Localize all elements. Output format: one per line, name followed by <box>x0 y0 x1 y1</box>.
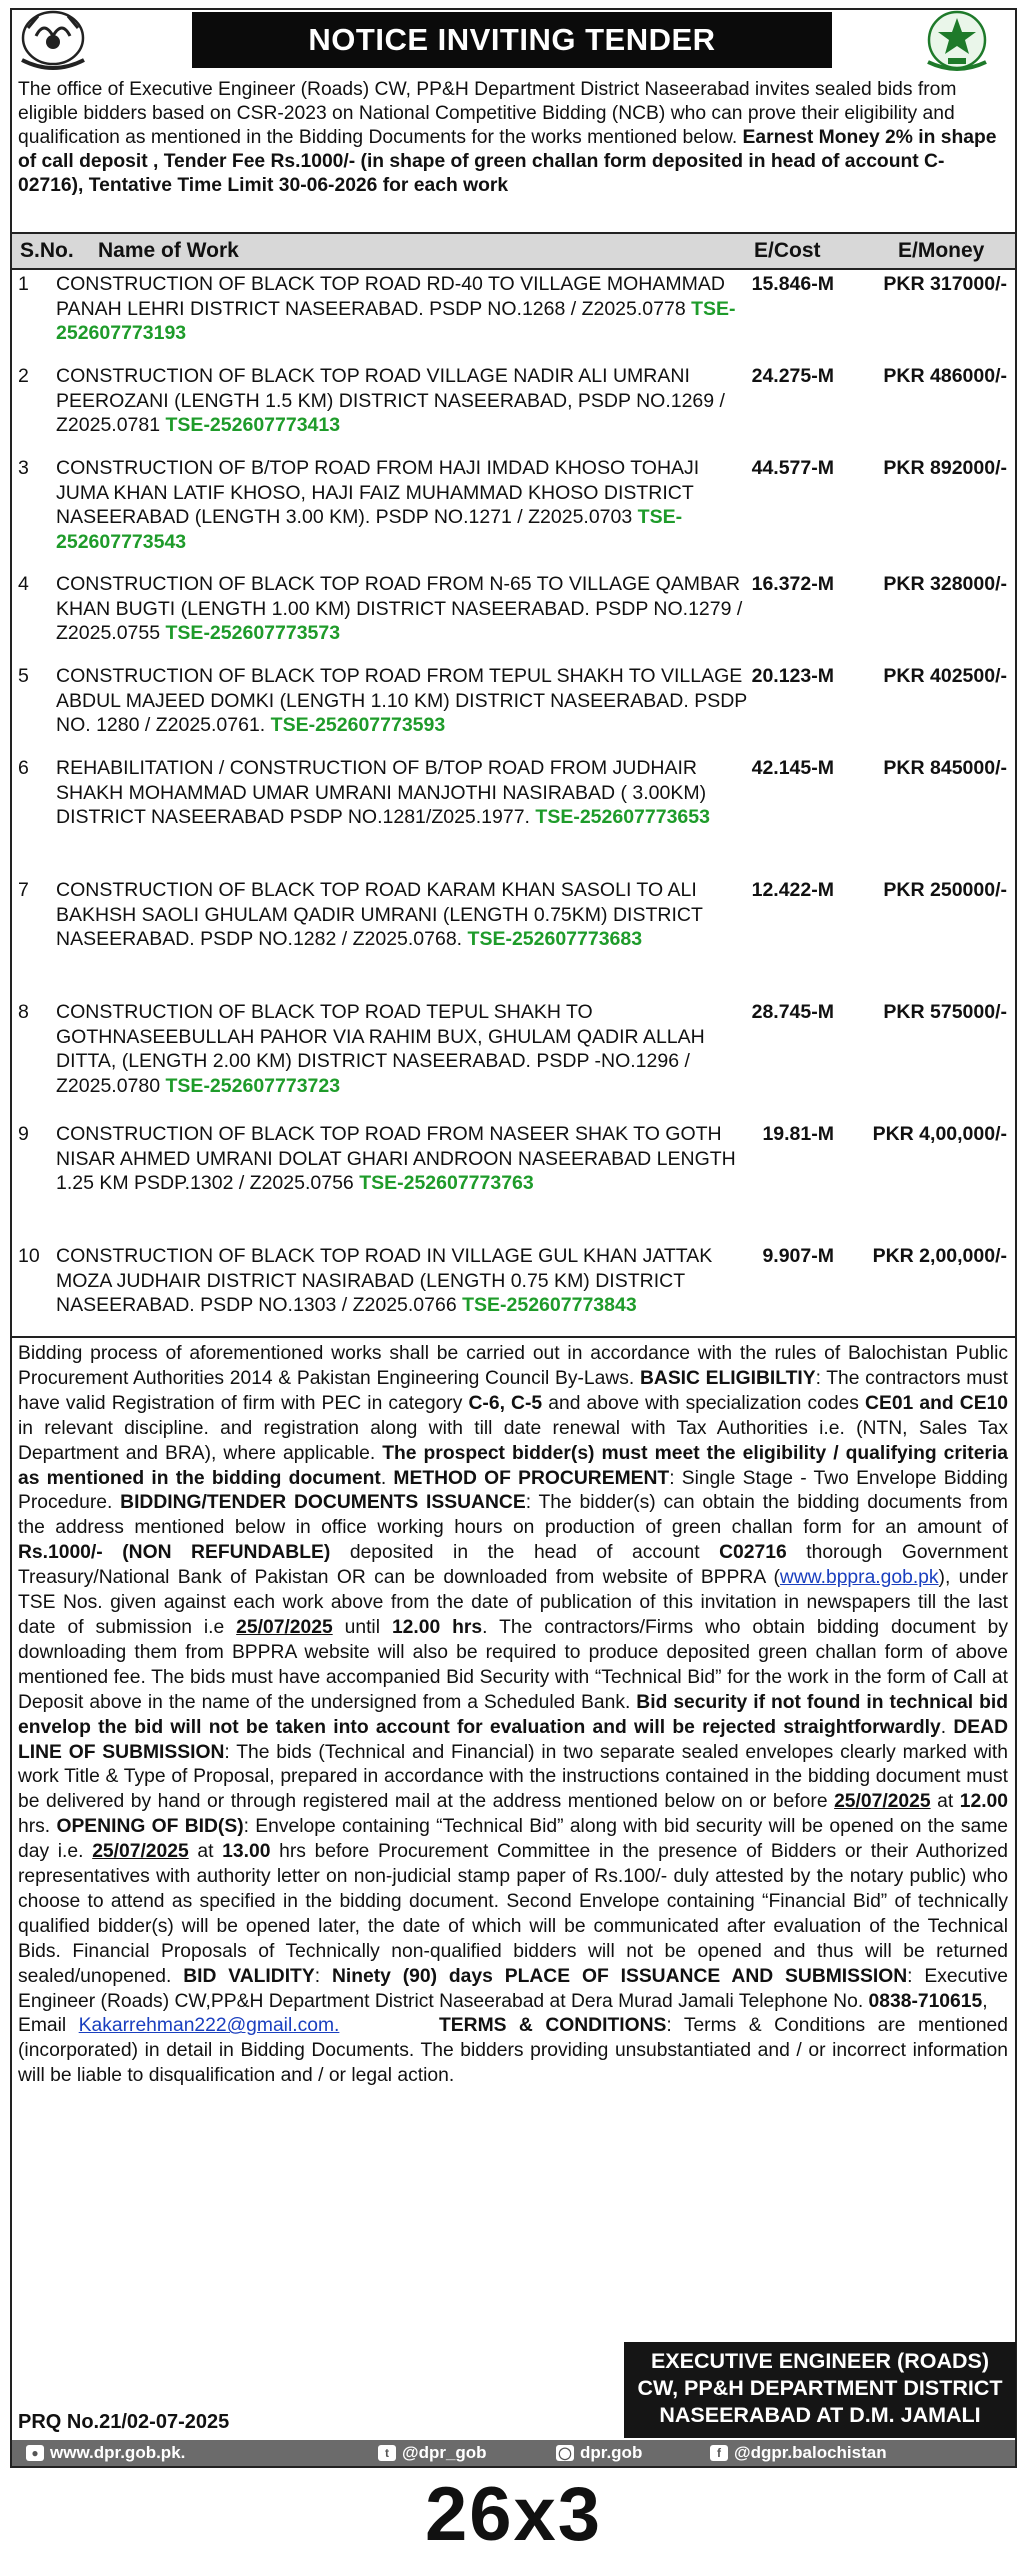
balochistan-emblem-right-logo <box>918 6 996 76</box>
row-sno: 7 <box>18 879 29 901</box>
heading-terms-conditions: TERMS & CONDITIONS <box>439 2015 667 2037</box>
row-sno: 10 <box>18 1245 40 1267</box>
row-sno: 8 <box>18 1001 29 1023</box>
tse-number: TSE-252607773763 <box>359 1172 534 1194</box>
row-ecost: 28.745-M <box>751 1001 834 1023</box>
row-work: CONSTRUCTION OF BLACK TOP ROAD FROM N-65 TO VILLAGE QAMBAR KHAN BUGTI (LENGTH 1.00 KM) DISTRICT NASEERABAD. PSDP NO.1279 / Z2025.0755 TSE-252607773573 <box>56 573 743 644</box>
row-emoney: PKR 845000/- <box>883 757 1007 779</box>
row-ecost: 19.81-M <box>762 1123 834 1145</box>
row-work: REHABILITATION / CONSTRUCTION OF B/TOP ROAD FROM JUDHAIR SHAKH MOHAMMAD UMAR UMRANI MANJOTHI NASIRABAD ( 3.00KM) DISTRICT NASEERABAD PSDP NO.1281/Z025.1977. TSE-252607773653 <box>56 757 710 828</box>
row-ecost: 9.907-M <box>762 1245 834 1267</box>
works-table <box>12 268 1015 1338</box>
row-sno: 1 <box>18 273 29 295</box>
row-sno: 6 <box>18 757 29 779</box>
tse-number: TSE-252607773413 <box>165 414 341 436</box>
col-sno: S.No. <box>20 239 74 262</box>
tse-number: TSE-252607773653 <box>535 806 710 828</box>
row-ecost: 24.275-M <box>751 365 834 387</box>
row-ecost: 42.145-M <box>751 757 834 779</box>
row-work: CONSTRUCTION OF BLACK TOP ROAD RD-40 TO VILLAGE MOHAMMAD PANAH LEHRI DISTRICT NASEERABAD. PSDP NO.1268 / Z2025.0778 TSE-252607773193 <box>56 273 736 344</box>
tse-number: TSE-252607773593 <box>270 714 446 736</box>
instagram-icon: ◯ <box>556 2445 574 2461</box>
heading-method-of-procurement: METHOD OF PROCUREMENT <box>393 1467 670 1489</box>
row-sno: 4 <box>18 573 29 595</box>
intro-bold-text: Earnest Money 2% in shape of call deposit , Tender Fee Rs.1000/- (in shape of green challan form deposited in head of account C-02716), Tentative Time Limit 30-06-2026 for each work <box>18 127 997 196</box>
email-link[interactable]: Kakarrehman222@gmail.com. <box>78 2015 340 2037</box>
signature-block <box>624 2342 1016 2438</box>
row-emoney: PKR 328000/- <box>883 573 1007 595</box>
heading-bid-validity: BID VALIDITY <box>183 1965 315 1987</box>
row-sno: 3 <box>18 457 29 479</box>
row-emoney: PKR 317000/- <box>883 273 1007 295</box>
heading-deadline-of-submission: DEAD LINE OF SUBMISSION <box>18 1716 1009 1763</box>
intro-text: The office of Executive Engineer (Roads) CW, PP&H Department District Naseerabad invites sealed bids from eligible bidders based on CSR-2023 on National Competitive Bidding (NCB) who can prove their eligibility and qualification as mentioned in the Bidding Documents for the works mentioned below. <box>18 79 957 148</box>
footer-web[interactable]: ● www.dpr.gob.pk. <box>26 2443 185 2463</box>
row-work: CONSTRUCTION OF BLACK TOP ROAD VILLAGE NADIR ALI UMRANI PEEROZANI (LENGTH 1.5 KM) DISTRICT NASEERABAD, PSDP NO.1269 / Z2025.0781 TSE-252607773413 <box>56 365 725 436</box>
table-header <box>12 232 1015 270</box>
ad-size-code: 26x3 <box>424 2472 603 2557</box>
row-ecost: 44.577-M <box>751 457 834 479</box>
tse-number: TSE-252607773683 <box>467 928 643 950</box>
tse-number: TSE-252607773543 <box>56 506 683 553</box>
row-work: CONSTRUCTION OF BLACK TOP ROAD FROM TEPUL SHAKH TO VILLAGE ABDUL MAJEED DOMKI (LENGTH 1.10 KM) DISTRICT NASEERABAD. PSDP NO. 1280 / Z2025.0761. TSE-252607773593 <box>56 665 747 736</box>
heading-opening-of-bids: OPENING OF BID(S) <box>56 1816 244 1838</box>
row-work: CONSTRUCTION OF B/TOP ROAD FROM HAJI IMDAD KHOSO TOHAJI JUMA KHAN LATIF KHOSO, HAJI FAIZ MUHAMMAD KHOSO DISTRICT NASEERABAD (LENGTH 3.00 KM). PSDP NO.1271 / Z2025.0703 TSE-252607773543 <box>56 457 700 553</box>
footer-instagram[interactable]: ◯ dpr.gob <box>556 2443 642 2463</box>
signature-line-2: CW, PP&H DEPARTMENT DISTRICT <box>637 2376 1003 2400</box>
globe-icon: ● <box>26 2445 44 2461</box>
signature-line-3: NASEERABAD AT D.M. JAMALI <box>659 2403 981 2427</box>
tender-conditions-text: Bidding process of aforementioned works shall be carried out in accordance with the rules of Balochistan Public Procurement Authorities 2014 & Pakistan Engineering Council By-Laws. BASIC ELIGIBILTIY: The contractors must have valid Registration of firm with PEC in category C-6, C-5 and above with specialization codes CE01 and CE10 in relevant discipline. and registration along with till date renewal with Tax Authorities i.e. (NTN, Sales Tax Department and BRA), where applicable. The prospect bidder(s) must meet the eligibility / qualifying criteria as mentioned in the bidding document. METHOD OF PROCUREMENT: Single Stage - Two Envelope Bidding Procedure. BIDDING/TENDER DOCUMENTS ISSUANCE: The bidder(s) can obtain the bidding documents from the address mentioned below in office working hours on production of green challan form for an amount of Rs.1000/- (NON REFUNDABLE) deposited in the head of account C02716 thorough Government Treasury/National Bank of Pakistan OR can be downloaded from website of BPPRA (www.bppra.gob.pk), under TSE Nos. given against each work above from the date of publication of this invitation in newspapers till the last date of submission i.e 25/07/2025 until 12.00 hrs. The contractors/Firms who obtain bidding document by downloading them from BPPRA website will also be required to produce deposited green challan form of above mentioned fee. The bids must have accompanied Bid Security with “Technical Bid” for the work in the form of Call at Deposit above in the name of the undersigned from a Scheduled Bank. Bid security if not found in technical bid envelop the bid will not be taken into account for evaluation and will be rejected straightforwardly. DEAD LINE OF SUBMISSION: The bids (Technical and Financial) in two separate sealed envelopes clearly marked with work Title & Type of Proposal, prepared in accordance with the instructions contained in the bidding document must be delivered by hand or through registered mail at the address mentioned below on or before 25/07/2025 at 12.00 hrs. OPENING OF BID(S): Envelope containing “Technical Bid” along with bid security will be opened on the same day i.e. 25/07/2025 at 13.00 hrs before Procurement Committee in the presence of Bidders or their Authorized representatives with authority letter on non-judicial stamp paper of Rs.100/- duly attested by the notary public) who choose to attend as specified in the bidding document. Second Envelope containing “Financial Bid” of technically qualified bidder(s) will be opened later, the date of which will be communicated after evaluation of the Technical Bids. Financial Proposals of Technically non-qualified bidders will not be opened and thus will be returned sealed/unopened. BID VALIDITY: Ninety (90) days PLACE OF ISSUANCE AND SUBMISSION: Executive Engineer (Roads) CW,PP&H Department District Naseerabad at Dera Murad Jamali Telephone No. 0838-710615, Email Kakarrehman222@gmail.com. TERMS & CONDITIONS: Terms & Conditions are mentioned (incorporated) in detail in Bidding Documents. The bidders providing unsubstantiated and / or incorrect information will be liable to disqualification and / or legal action. <box>18 1343 1009 2087</box>
footer-facebook[interactable]: f @dgpr.balochistan <box>710 2443 887 2463</box>
signature-line-1: EXECUTIVE ENGINEER (ROADS) <box>650 2349 990 2373</box>
tse-number: TSE-252607773843 <box>462 1294 637 1316</box>
table-divider <box>12 1336 1015 1338</box>
footer-twitter[interactable]: t @dpr_gob <box>378 2443 487 2463</box>
row-emoney: PKR 250000/- <box>883 879 1007 901</box>
tse-number: TSE-252607773193 <box>56 297 736 344</box>
tse-number: TSE-252607773573 <box>165 622 341 644</box>
footer-bar <box>12 2440 1015 2466</box>
row-emoney: PKR 892000/- <box>883 457 1007 479</box>
row-work: CONSTRUCTION OF BLACK TOP ROAD FROM NASEER SHAK TO GOTH NISAR AHMED UMRANI DOLAT GHARI ANDROON NASEERABAD LENGTH 1.25 KM PSDP.1302 / Z2025.0756 TSE-252607773763 <box>56 1123 736 1194</box>
bppra-website-link[interactable]: www.bppra.gob.pk <box>779 1567 939 1589</box>
row-sno: 5 <box>18 665 29 687</box>
row-emoney: PKR 486000/- <box>883 365 1007 387</box>
heading-basic-eligibility: BASIC ELIGIBILTIY <box>639 1367 816 1389</box>
col-emoney: E/Money <box>898 239 985 262</box>
tse-number: TSE-252607773723 <box>165 1074 341 1097</box>
col-ecost: E/Cost <box>754 239 821 262</box>
row-emoney: PKR 4,00,000/- <box>872 1123 1007 1145</box>
row-ecost: 16.372-M <box>751 573 834 595</box>
row-work: CONSTRUCTION OF BLACK TOP ROAD KARAM KHAN SASOLI TO ALI BAKHSH SAOLI GHULAM QADIR UMRANI (LENGTH 0.75KM) DISTRICT NASEERABAD. PSDP NO.1282 / Z2025.0768. TSE-252607773683 <box>56 879 703 950</box>
row-ecost: 15.846-M <box>751 273 834 295</box>
heading-documents-issuance: BIDDING/TENDER DOCUMENTS ISSUANCE <box>120 1492 526 1514</box>
row-work: CONSTRUCTION OF BLACK TOP ROAD TEPUL SHAKH TO GOTHNASEEBULLAH PAHOR VIA RAHIM BUX, GHULAM QADIR ALLAH DITTA, (LENGTH 2.00 KM) DISTRICT NASEERABAD. PSDP -NO.1296 / Z2025.0780 TSE-252607773723 <box>56 1001 705 1097</box>
row-emoney: PKR 402500/- <box>883 665 1007 687</box>
twitter-icon: t <box>378 2445 396 2461</box>
row-ecost: 20.123-M <box>751 665 834 687</box>
row-work: CONSTRUCTION OF BLACK TOP ROAD IN VILLAGE GUL KHAN JATTAK MOZA JUDHAIR DISTRICT NASIRABAD (LENGTH 0.75 KM) DISTRICT NASEERABAD. PSDP NO.1303 / Z2025.0766 TSE-252607773843 <box>56 1245 713 1316</box>
balochistan-emblem-left-logo <box>14 6 92 76</box>
heading-place-of-issuance: PLACE OF ISSUANCE AND SUBMISSION <box>504 1965 908 1987</box>
row-emoney: PKR 2,00,000/- <box>872 1245 1007 1267</box>
row-sno: 9 <box>18 1123 29 1145</box>
intro-paragraph <box>18 78 1008 198</box>
facebook-icon: f <box>710 2445 728 2461</box>
col-name-of-work: Name of Work <box>98 239 239 262</box>
row-ecost: 12.422-M <box>751 879 834 901</box>
prq-number: PRQ No.21/02-07-2025 <box>18 2411 230 2433</box>
notice-title: NOTICE INVITING TENDER <box>192 12 832 68</box>
row-sno: 2 <box>18 365 29 387</box>
row-emoney: PKR 575000/- <box>883 1001 1007 1023</box>
